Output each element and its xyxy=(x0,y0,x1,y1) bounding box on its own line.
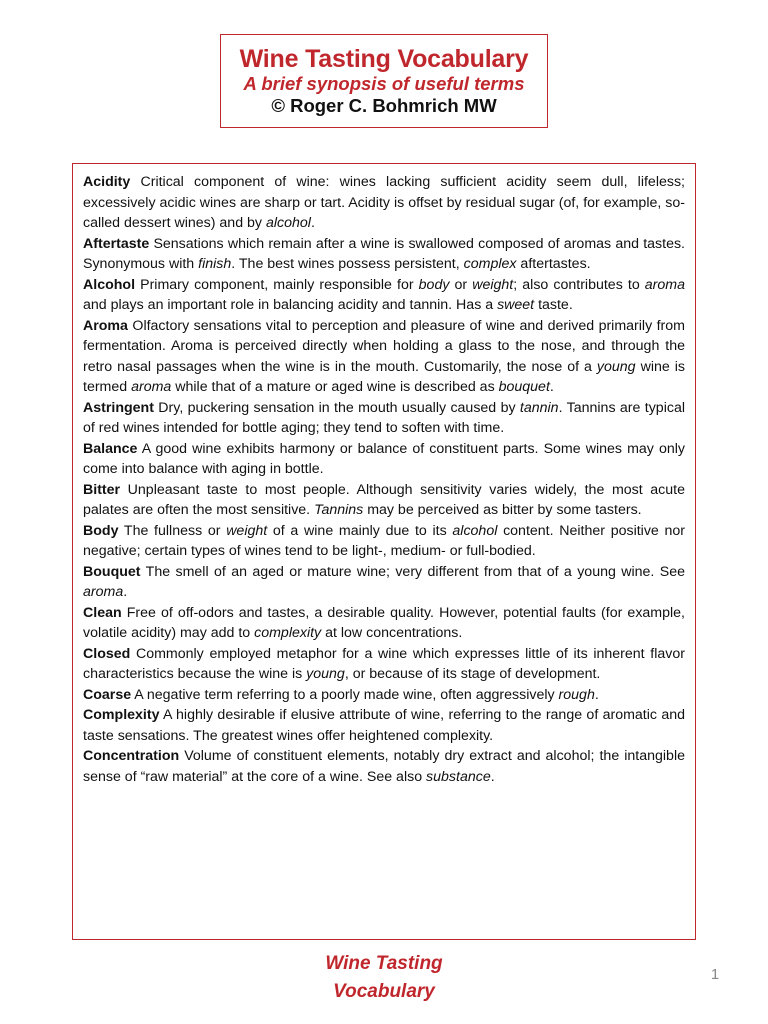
glossary-emphasis: alcohol xyxy=(265,215,311,231)
glossary-emphasis: body xyxy=(418,276,450,293)
glossary-term: Concentration xyxy=(83,748,180,764)
glossary-list xyxy=(83,172,685,787)
glossary-definition-text: Dry, puckering sensation in the mouth usually caused by xyxy=(153,399,520,416)
glossary-emphasis: aroma xyxy=(644,276,686,293)
glossary-definition-text: . xyxy=(594,686,599,703)
glossary-definition-text: Sensations which remain after a wine is swallowed composed of aromas and tastes. Synonymous with xyxy=(83,235,685,272)
glossary-entry xyxy=(83,275,685,316)
glossary-definition-text: and plays an important role in balancing acidity and tannin. Has a xyxy=(83,297,498,313)
glossary-definition-text: Critical component of wine: wines lacking sufficient acidity seem dull, lifeless; excessively acidic wines are sharp or tart. Acidity is offset by residual sugar (of, for example, so-called dessert wines) and by xyxy=(83,174,685,231)
glossary-definition-text: Olfactory sensations vital to perception and pleasure of wine and derived primarily from fermentation. Aroma is perceived directly when holding a glass to the nose, and through the retro nasal passages when the wine is in the mouth. Customarily, the nose of a xyxy=(83,317,685,375)
glossary-definition-text: , or because of its stage of development. xyxy=(344,666,601,682)
glossary-definition-text: taste. xyxy=(534,297,573,313)
footer-title xyxy=(300,950,468,1006)
footer-title-line-2: Vocabulary xyxy=(333,981,435,1002)
glossary-entry xyxy=(83,439,685,480)
page-number: 1 xyxy=(710,966,720,983)
glossary-definition-text: . The best wines possess persistent, xyxy=(231,256,464,272)
glossary-definition-text: . Tannins are typical of red wines intended for bottle aging; they tend to soften with time. xyxy=(83,399,685,436)
glossary-definition-text: . xyxy=(549,379,554,395)
glossary-emphasis: weight xyxy=(226,522,268,539)
glossary-entry xyxy=(83,316,685,398)
glossary-entry xyxy=(83,746,685,787)
glossary-definition-text: while that of a mature or aged wine is described as xyxy=(171,379,499,395)
glossary-entry xyxy=(83,685,685,706)
document-subtitle: A brief synopsis of useful terms xyxy=(243,73,525,94)
glossary-definition-text: . xyxy=(123,584,128,600)
glossary-entry xyxy=(83,521,685,562)
glossary-definition-text: content. Neither positive nor negative; certain types of wines tend to be light-, medium- or full-bodied. xyxy=(83,522,686,559)
glossary-emphasis: alcohol xyxy=(452,522,498,539)
glossary-emphasis: Tannins xyxy=(314,502,364,518)
glossary-term: Coarse xyxy=(83,686,132,703)
glossary-entry xyxy=(83,234,685,275)
glossary-term: Bitter xyxy=(83,481,121,498)
glossary-emphasis: sweet xyxy=(497,297,535,313)
glossary-definition-text: at low concentrations. xyxy=(321,625,463,641)
glossary-emphasis: young xyxy=(306,666,345,682)
glossary-definition-text: of a wine mainly due to its xyxy=(267,522,453,539)
glossary-definition-text: Commonly employed metaphor for a wine which expresses little of its inherent flavor characteristics because the wine is xyxy=(83,645,685,682)
glossary-term: Alcohol xyxy=(83,276,136,293)
glossary-definition-text: ; also contributes to xyxy=(513,276,645,293)
glossary-definition-text: . xyxy=(490,768,495,785)
glossary-definition-text: Free of off-odors and tastes, a desirable quality. However, potential faults (for example, volatile acidity) may add to xyxy=(83,604,685,641)
document-title: Wine Tasting Vocabulary xyxy=(239,45,529,73)
glossary-term: Body xyxy=(83,522,119,539)
glossary-definition-text: . xyxy=(310,215,315,231)
glossary-definition-text: A negative term referring to a poorly made wine, often aggressively xyxy=(131,686,559,703)
glossary-definition-text: A highly desirable if elusive attribute of wine, referring to the range of aromatic and taste sensations. The greatest wines offer heightened complexity. xyxy=(83,707,685,744)
glossary-emphasis: aroma xyxy=(131,379,172,395)
glossary-definition-text: The smell of an aged or mature wine; very different from that of a young wine. See xyxy=(140,563,685,580)
glossary-term: Acidity xyxy=(83,174,131,190)
glossary-definition-text: The fullness or xyxy=(118,522,227,539)
glossary-emphasis: tannin xyxy=(519,399,559,416)
document-author: © Roger C. Bohmrich MW xyxy=(271,95,497,116)
title-box xyxy=(220,34,548,128)
glossary-term: Aftertaste xyxy=(83,235,150,252)
glossary-emphasis: weight xyxy=(472,276,514,293)
glossary-emphasis: complexity xyxy=(254,625,322,641)
glossary-emphasis: rough xyxy=(558,686,595,703)
glossary-definition-text: or xyxy=(449,276,473,293)
glossary-emphasis: bouquet xyxy=(498,379,550,395)
glossary-entry xyxy=(83,480,685,521)
glossary-definition-text: Volume of constituent elements, notably dry extract and alcohol; the intangible sense of “raw material” at the core of a wine. See also xyxy=(83,748,685,785)
glossary-term: Closed xyxy=(83,645,131,662)
glossary-term: Aroma xyxy=(83,317,128,334)
glossary-definition-text: Unpleasant taste to most people. Although sensitivity varies widely, the most acute palates are often the most sensitive. xyxy=(83,481,685,518)
glossary-box xyxy=(72,163,696,940)
glossary-emphasis: young xyxy=(596,358,636,375)
glossary-emphasis: aroma xyxy=(83,584,124,600)
glossary-term: Complexity xyxy=(83,707,160,723)
glossary-entry xyxy=(83,172,685,234)
footer-title-line-1: Wine Tasting xyxy=(325,953,443,974)
glossary-term: Clean xyxy=(83,604,122,621)
glossary-entry xyxy=(83,603,685,644)
glossary-term: Balance xyxy=(83,440,138,457)
glossary-entry xyxy=(83,644,685,685)
glossary-entry xyxy=(83,398,685,439)
glossary-term: Bouquet xyxy=(83,563,141,580)
glossary-emphasis: substance xyxy=(426,768,491,785)
glossary-term: Astringent xyxy=(83,399,154,416)
glossary-emphasis: finish xyxy=(198,256,232,272)
glossary-emphasis: complex xyxy=(463,256,517,272)
glossary-definition-text: Primary component, mainly responsible for xyxy=(135,276,419,293)
glossary-definition-text: may be perceived as bitter by some tasters. xyxy=(363,502,642,518)
glossary-definition-text: wine is termed xyxy=(83,358,685,395)
glossary-entry xyxy=(83,705,685,746)
glossary-entry xyxy=(83,562,685,603)
glossary-definition-text: A good wine exhibits harmony or balance of constituent parts. Some wines may only come into balance with aging in bottle. xyxy=(83,440,685,477)
glossary-definition-text: aftertastes. xyxy=(516,256,591,272)
